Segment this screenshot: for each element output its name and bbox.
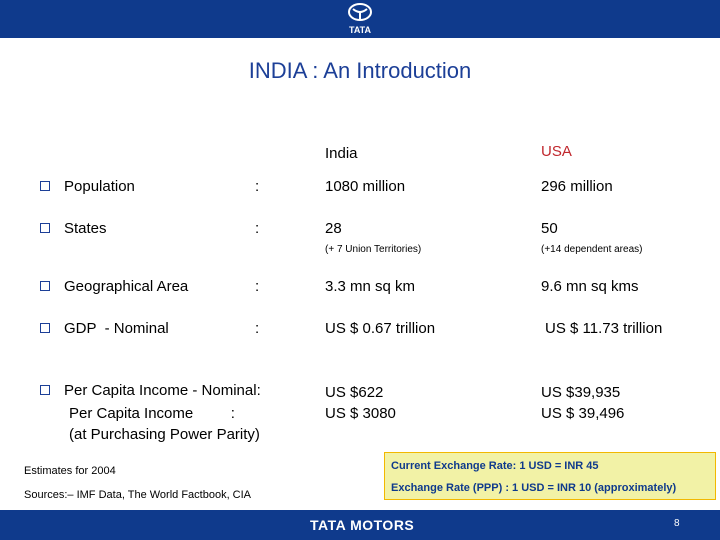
tata-logo-icon [341,3,379,35]
india-per-capita-ppp: US $ 3080 [325,405,396,422]
bullet-icon [40,323,50,333]
exchange-rate-ppp: Exchange Rate (PPP) : 1 USD = INR 10 (approximately) [391,482,677,494]
row-label-ppp-note: (at Purchasing Power Parity) [69,426,260,443]
column-header-india: India [325,145,358,162]
page-number: 8 [674,518,680,529]
usa-area: 9.6 mn sq kms [541,278,639,295]
india-area: 3.3 mn sq km [325,278,416,295]
estimates-note: Estimates for 2004 [24,465,116,477]
usa-states-note: (+14 dependent areas) [541,244,643,255]
india-population: 1080 million [325,178,406,195]
header-logo-text: TATA [349,25,371,35]
row-separator: : [255,178,260,195]
india-states: 28 [325,220,342,237]
column-header-usa: USA [541,143,572,160]
row-label-states: States [64,220,107,237]
exchange-rate-box [384,452,716,500]
bullet-icon [40,385,50,395]
row-label-per-capita: Per Capita Income - Nominal: [64,382,261,399]
exchange-rate-current: Current Exchange Rate: 1 USD = INR 45 [391,460,599,472]
usa-gdp: US $ 11.73 trillion [545,320,663,337]
bullet-icon [40,281,50,291]
india-per-capita: US $622 [325,384,384,401]
row-label-per-capita-ppp: Per Capita Income : [69,405,235,422]
sources-note: Sources:– IMF Data, The World Factbook, CIA [24,489,252,501]
usa-population: 296 million [541,178,613,195]
usa-states: 50 [541,220,558,237]
row-label-population: Population [64,178,135,195]
india-gdp: US $ 0.67 trillion [325,320,436,337]
row-separator: : [255,220,260,237]
row-separator: : [255,320,260,337]
india-states-note: (+ 7 Union Territories) [325,244,422,255]
page-title: INDIA : An Introduction [248,58,472,83]
usa-per-capita: US $39,935 [541,384,621,401]
bullet-icon [40,223,50,233]
usa-per-capita-ppp: US $ 39,496 [541,405,625,422]
bullet-icon [40,181,50,191]
footer-logo: TATA MOTORS [310,517,415,533]
row-label-geographical-area: Geographical Area [64,278,189,295]
row-separator: : [255,278,260,295]
row-label-gdp: GDP - Nominal [64,320,169,337]
